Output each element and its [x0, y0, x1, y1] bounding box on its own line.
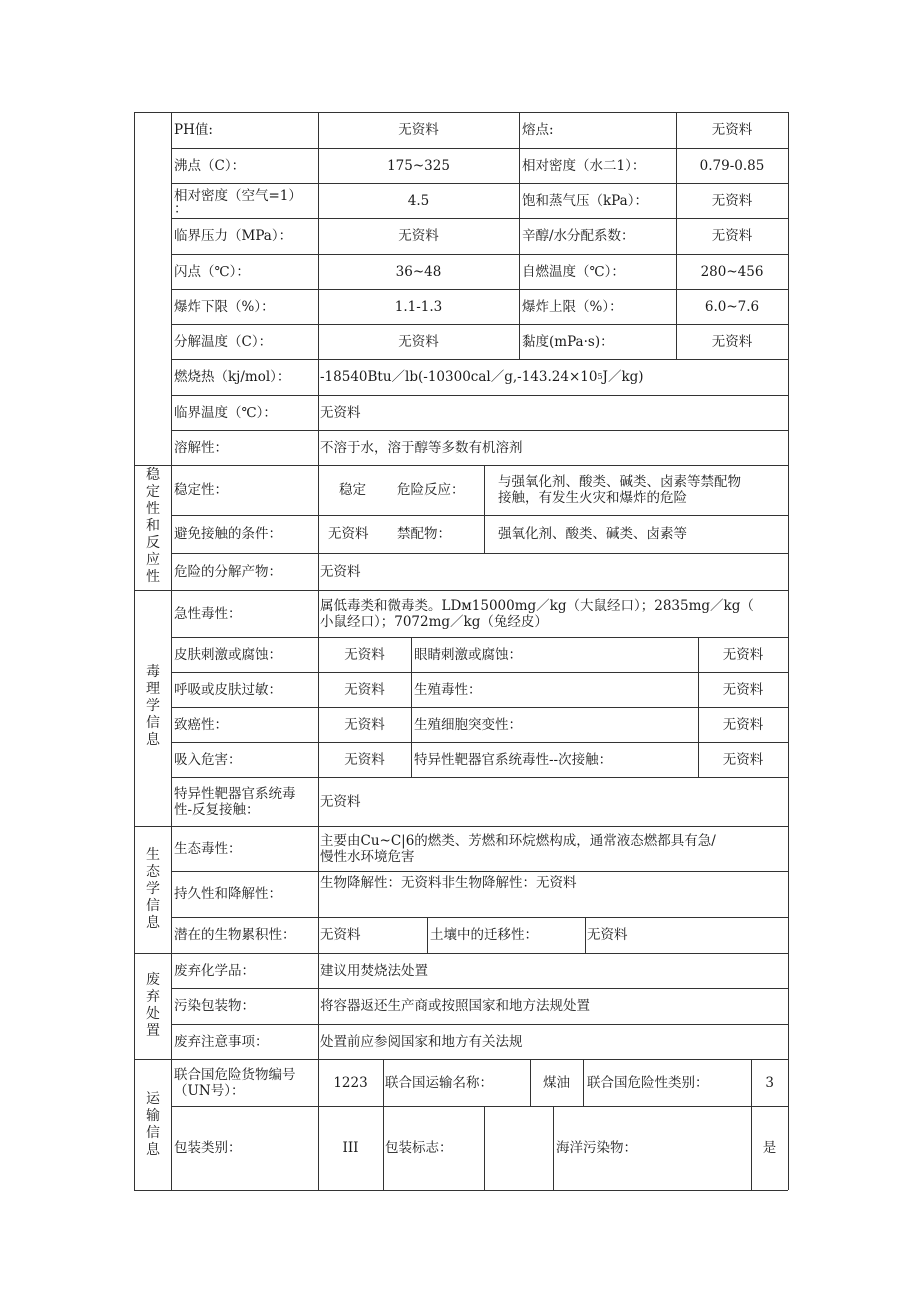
lower-explosion-limit-value: 1.1-1.3: [394, 298, 443, 315]
waste-chemical-value: 建议用焚烧法处置: [320, 962, 428, 979]
marine-pollutant-label: 海洋污染物：: [556, 1140, 637, 1156]
flash-point-value: 36~48: [395, 263, 442, 280]
reproductive-toxicity-label: 生殖毒性：: [414, 681, 482, 698]
disposal-notes-label: 废弃注意事项：: [174, 1033, 269, 1050]
solubility-label: 溶解性：: [174, 439, 228, 456]
hazard-reaction-line1: 与强氧化剂、酸类、碱类、卤素等禁配物: [498, 474, 741, 490]
un-number-label-line2: （UN号）：: [174, 1082, 245, 1099]
stot-repeat-label-line2: 性-反复接触：: [174, 801, 260, 818]
contaminated-packaging-value: 将容器返还生产商或按照国家和地方法规处置: [320, 998, 590, 1014]
ph-label: PH值:: [174, 122, 213, 138]
packing-mark-value: [484, 1106, 553, 1190]
ecotoxicity-label: 生态毒性：: [174, 840, 242, 857]
decomposition-products-label: 危险的分解产物：: [174, 563, 282, 580]
incompatible-value: 强氧化剂、酸类、碱类、卤素等: [498, 526, 687, 542]
persistence-label: 持久性和降解性：: [174, 886, 282, 902]
section-char: 置: [146, 1023, 160, 1039]
boiling-point-label: 沸点（C）：: [174, 157, 246, 174]
stot-repeat-label-line1: 特异性靶器官系统毒: [174, 785, 296, 802]
relative-density-air-label-line2: ：: [174, 200, 188, 217]
packing-mark-label: 包装标志：: [385, 1140, 453, 1156]
col-line: [553, 1106, 554, 1190]
viscosity-label: 黏度(mPa·s)：: [522, 333, 614, 350]
section-char: 信: [146, 898, 160, 914]
autoignition-label: 自燃温度（℃）：: [522, 263, 625, 280]
melting-point-label: 熔点:: [522, 122, 554, 138]
stability-label: 稳定性：: [174, 482, 228, 498]
combustion-heat-value: -18540Btu／lb(-10300cal／g,-143.24×10 5 J／kg): [320, 369, 644, 385]
section-char: 理: [146, 681, 160, 697]
stot-repeat-label: [174, 777, 318, 826]
packing-group-value: III: [342, 1140, 359, 1156]
ecotoxicity-value: [320, 826, 786, 871]
contaminated-packaging-label: 污染包装物：: [174, 998, 255, 1014]
un-hazard-class-value: 3: [765, 1074, 774, 1091]
ecotoxicity-line2: 慢性水环境危害: [320, 848, 415, 865]
bioaccumulation-label: 潜在的生物累积性：: [174, 927, 296, 943]
marine-pollutant-value: 是: [762, 1140, 777, 1156]
relative-density-air-label-line1: 相对密度（空气=1）: [174, 187, 302, 204]
col-line: [318, 826, 319, 953]
ecology-section-title: [143, 847, 163, 932]
stot-single-label: 特异性靶器官系统毒性--次接触：: [414, 751, 613, 768]
persistence-value: 生物降解性：无资料非生物降解性：无资料: [320, 875, 577, 891]
acute-toxicity-line1: 属低毒类和微毒类。LDм15000mg／kg（大鼠经口）；2835mg／kg（: [320, 597, 754, 614]
mutagenicity-value: 无资料: [722, 716, 764, 733]
combustion-heat-value-part2: J／kg): [602, 369, 644, 385]
eye-irritation-label: 眼睛刺激或腐蚀：: [414, 646, 522, 663]
partition-coefficient-label: 辛醇/水分配系数：: [522, 228, 635, 244]
upper-explosion-limit-value: 6.0~7.6: [704, 298, 760, 315]
sensitization-label: 呼吸或皮肤过敏：: [174, 681, 282, 698]
bioaccumulation-value: 无资料: [320, 927, 361, 943]
hazard-reaction-line2: 接触，有发生火灾和爆炸的危险: [498, 490, 687, 506]
section-char: 性: [146, 569, 160, 585]
section-char: 生: [146, 847, 160, 863]
section-char: 性: [146, 501, 160, 517]
hazard-reaction-value: [498, 465, 786, 515]
stability-value: 稳定: [339, 482, 366, 498]
vapor-pressure-label: 饱和蒸气压（kPa）：: [522, 192, 648, 209]
section-char: 弃: [146, 989, 160, 1005]
relative-density-water-label: 相对密度（水二1）：: [522, 157, 646, 174]
soil-mobility-label: 土壤中的迁移性：: [430, 927, 538, 943]
section-char: 和: [146, 518, 160, 534]
col-line: [411, 637, 412, 777]
avoid-conditions-label: 避免接触的条件：: [174, 526, 282, 542]
decomposition-temp-label: 分解温度（C）：: [174, 333, 273, 350]
acute-toxicity-line2: 小鼠经口）；7072mg／kg（兔经皮）: [320, 613, 548, 630]
disposal-section-title: [143, 972, 163, 1040]
critical-pressure-label: 临界压力（MPa）：: [174, 228, 293, 244]
mutagenicity-label: 生殖细胞突变性：: [414, 716, 522, 733]
col-line: [519, 112, 520, 359]
avoid-conditions-value: 无资料: [328, 526, 369, 542]
waste-chemical-label: 废弃化学品：: [174, 962, 255, 979]
col-line: [383, 1059, 384, 1190]
section-char: 信: [146, 1125, 160, 1141]
lower-explosion-limit-label: 爆炸下限（%）：: [174, 298, 275, 315]
col-line: [318, 465, 319, 590]
decomposition-temp-value: 无资料: [398, 333, 439, 350]
ph-value: 无资料: [398, 122, 439, 138]
section-char: 应: [146, 552, 160, 568]
aspiration-hazard-value: 无资料: [344, 751, 385, 768]
upper-explosion-limit-label: 爆炸上限（%）：: [522, 298, 623, 315]
section-char: 态: [146, 864, 160, 880]
col-line: [427, 917, 428, 953]
un-shipping-name-label: 联合国运输名称：: [385, 1074, 493, 1091]
section-char: 处: [146, 1006, 160, 1022]
skin-irritation-value: 无资料: [344, 646, 385, 663]
critical-temp-label: 临界温度（℃）：: [174, 404, 277, 421]
toxicology-section-title: [143, 664, 163, 749]
combustion-heat-label: 燃烧热（kj/mol）：: [174, 369, 291, 385]
carcinogenicity-value: 无资料: [344, 716, 385, 733]
section-char: 定: [146, 484, 160, 500]
critical-temp-value: 无资料: [320, 404, 361, 421]
stot-repeat-value: 无资料: [320, 793, 361, 810]
relative-density-air-label: [174, 183, 318, 218]
table-border-left: [134, 112, 135, 1190]
sensitization-value: 无资料: [344, 681, 385, 698]
un-number-label-line1: 联合国危险货物编号: [174, 1066, 296, 1083]
section-char: 信: [146, 715, 160, 731]
stability-section-title: [143, 467, 163, 586]
skin-irritation-label: 皮肤刺激或腐蚀：: [174, 646, 282, 663]
transport-section-title: [143, 1091, 163, 1159]
table-border-right: [788, 112, 789, 1190]
section-char: 息: [146, 915, 160, 931]
relative-density-air-value: 4.5: [407, 192, 430, 209]
partition-coefficient-value: 无资料: [711, 228, 753, 244]
disposal-notes-value: 处置前应参阅国家和地方有关法规: [320, 1033, 523, 1050]
autoignition-value: 280~456: [700, 263, 764, 280]
section-column-divider: [171, 112, 172, 1190]
relative-density-water-value: 0.79-0.85: [699, 157, 765, 174]
eye-irritation-value: 无资料: [722, 646, 764, 663]
aspiration-hazard-label: 吸入危害：: [174, 751, 242, 768]
un-number-value: 1223: [333, 1074, 368, 1091]
ecotoxicity-line1: 主要由Cu~C|6的燃类、芳燃和环烷燃构成，通常液态燃都具有急/: [320, 832, 716, 849]
col-line: [318, 953, 319, 1059]
carcinogenicity-label: 致癌性：: [174, 716, 228, 733]
section-char: 稳: [146, 467, 160, 483]
section-char: 息: [146, 1142, 160, 1158]
hazard-reaction-label: 危险反应：: [397, 482, 465, 498]
un-hazard-class-label: 联合国危险性类别：: [587, 1074, 709, 1091]
section-char: 反: [146, 535, 160, 551]
section-char: 学: [146, 698, 160, 714]
section-char: 学: [146, 881, 160, 897]
section-char: 废: [146, 972, 160, 988]
col-line: [583, 1059, 584, 1106]
packing-group-label: 包装类别：: [174, 1140, 242, 1156]
melting-point-value: 无资料: [711, 122, 753, 138]
reproductive-toxicity-value: 无资料: [722, 681, 764, 698]
un-shipping-name-value: 煤油: [543, 1074, 570, 1091]
col-line: [585, 917, 586, 953]
acute-toxicity-value: [320, 590, 786, 637]
stot-single-value: 无资料: [722, 751, 764, 768]
section-char: 毒: [146, 664, 160, 680]
col-line: [484, 465, 485, 553]
boiling-point-value: 175~325: [387, 157, 450, 174]
combustion-heat-value-part1: -18540Btu／lb(-10300cal／g,-143.24×10: [320, 369, 598, 385]
critical-pressure-value: 无资料: [398, 228, 439, 244]
decomposition-products-value: 无资料: [320, 563, 361, 580]
section-char: 输: [146, 1108, 160, 1124]
un-number-label: [174, 1059, 318, 1106]
acute-toxicity-label: 急性毒性：: [174, 605, 242, 622]
section-char: 息: [146, 732, 160, 748]
viscosity-value: 无资料: [711, 333, 753, 350]
table-border-bottom: [134, 1190, 788, 1191]
flash-point-label: 闪点（℃）：: [174, 263, 250, 280]
section-char: 运: [146, 1091, 160, 1107]
incompatible-label: 禁配物：: [397, 526, 451, 542]
solubility-value: 不溶于水，溶于醇等多数有机溶剂: [320, 439, 523, 456]
soil-mobility-value: 无资料: [587, 927, 628, 943]
vapor-pressure-value: 无资料: [711, 192, 753, 209]
